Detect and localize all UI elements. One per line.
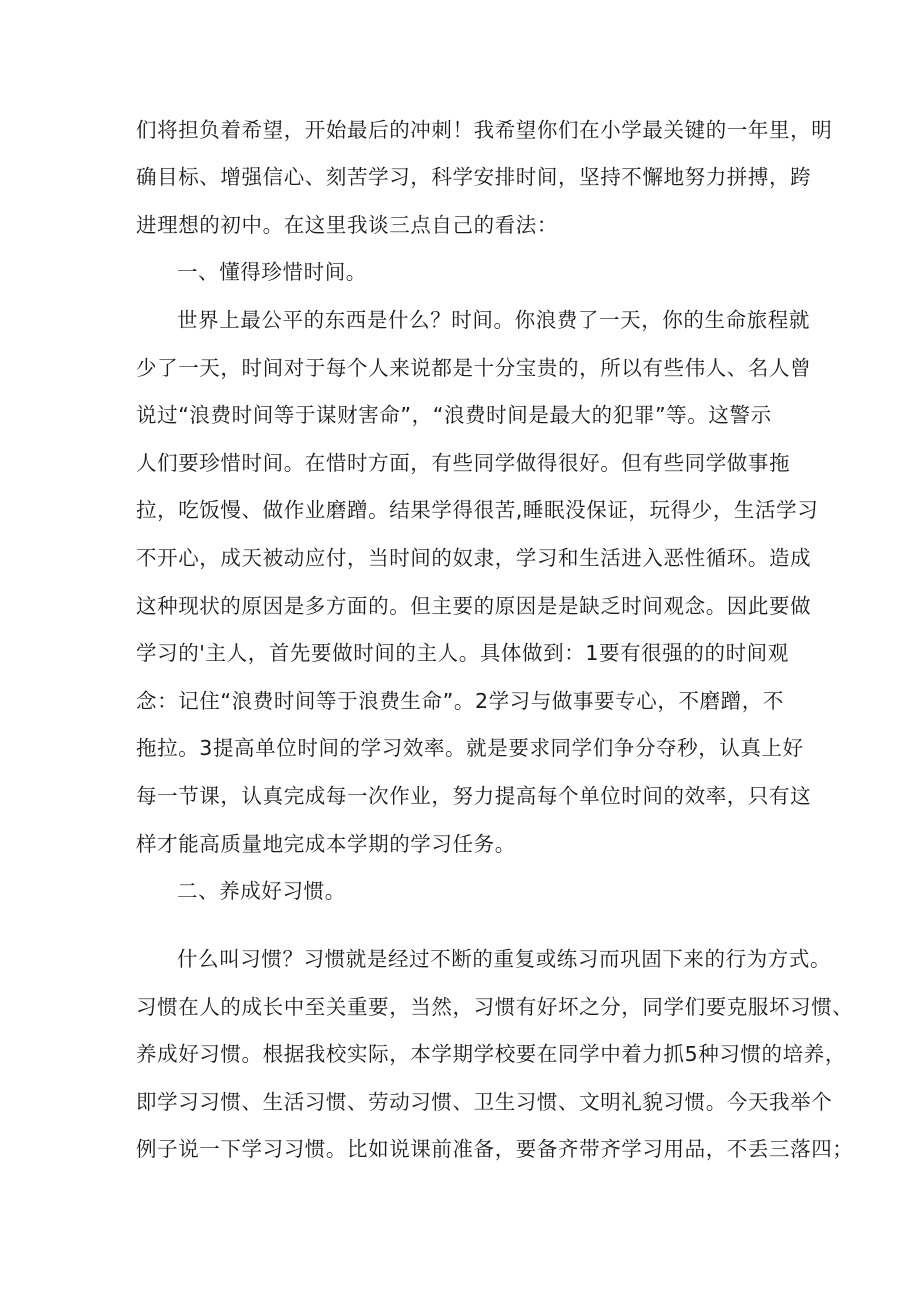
text-line: 即学习习惯、生活习惯、劳动习惯、卫生习惯、文明礼貌习惯。今天我举个 [136, 1090, 833, 1114]
text-line: 进理想的初中。在这里我谈三点自己的看法： [136, 213, 558, 237]
text-line: 学习的'主人，首先要做时间的主人。具体做到：1要有很强的的时间观 [136, 641, 789, 665]
text-line: 不开心，成天被动应付，当时间的奴隶，学习和生活进入恶性循环。造成 [136, 546, 812, 570]
text-line: 这种现状的原因是多方面的。但主要的原因是是缺乏时间观念。因此要做 [136, 594, 812, 618]
text-line: 每一节课，认真完成每一次作业，努力提高每个单位时间的效率，只有这 [136, 784, 812, 808]
text-line: 拖拉。3提高单位时间的学习效率。就是要求同学们争分夺秒，认真上好 [136, 736, 804, 760]
text-line: 人们要珍惜时间。在惜时方面，有些同学做得很好。但有些同学做事拖 [136, 451, 791, 475]
text-line: 养成好习惯。根据我校实际，本学期学校要在同学中着力抓5种习惯的培养， [136, 1042, 846, 1066]
text-line: 拉，吃饭慢、做作业磨蹭。结果学得很苦,睡眠没保证，玩得少，生活学习 [136, 498, 819, 522]
text-line: 念：记住“浪费时间等于浪费生命”。2学习与做事要专心，不磨蹭，不 [136, 689, 784, 713]
text-line: 说过“浪费时间等于谋财害命”，“浪费时间是最大的犯罪”等。这警示 [136, 403, 772, 427]
section-heading: 一、懂得珍惜时间。 [177, 260, 367, 284]
text-line: 什么叫习惯？习惯就是经过不断的重复或练习而巩固下来的行为方式。 [177, 947, 832, 971]
text-line: 世界上最公平的东西是什么？时间。你浪费了一天，你的生命旅程就 [177, 308, 810, 332]
text-line: 例子说一下学习习惯。比如说课前准备，要备齐带齐学习用品，不丢三落四； [136, 1137, 854, 1161]
text-line: 确目标、增强信心、刻苦学习，科学安排时间，坚持不懈地努力拼搏，跨 [136, 165, 812, 189]
text-line: 们将担负着希望，开始最后的冲刺！我希望你们在小学最关键的一年里，明 [136, 118, 833, 142]
text-line: 样才能高质量地完成本学期的学习任务。 [136, 832, 516, 856]
text-line: 习惯在人的成长中至关重要，当然，习惯有好坏之分，同学们要克服坏习惯、 [136, 995, 854, 1019]
text-line: 少了一天，时间对于每个人来说都是十分宝贵的，所以有些伟人、名人曾 [136, 356, 812, 380]
section-heading: 二、养成好习惯。 [177, 879, 346, 903]
